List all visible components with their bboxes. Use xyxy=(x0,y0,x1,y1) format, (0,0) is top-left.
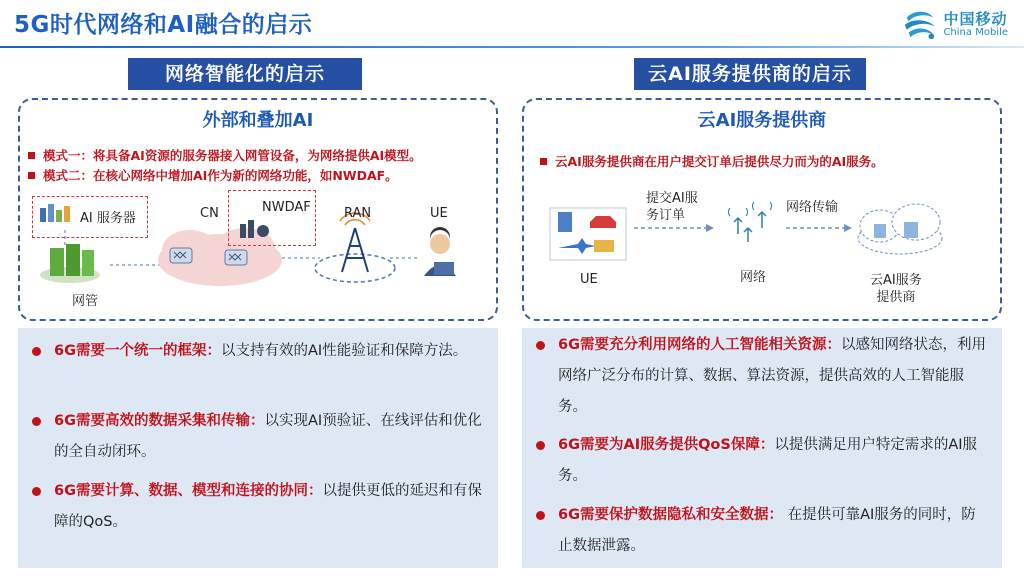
mode-one-text: 模式一：将具备AI资源的服务器接入网管设备，为网络提供AI模型。 xyxy=(43,148,422,163)
nms-server-icon xyxy=(40,244,100,283)
external-overlay-ai-panel xyxy=(18,98,498,321)
bullet-dot-icon xyxy=(536,511,545,520)
bullet-dot-icon xyxy=(32,487,41,496)
bullet-dot-icon xyxy=(536,441,545,450)
ue-label: UE xyxy=(430,206,448,221)
requirement-text: 以提供满足用户特定需求的AI服务。 xyxy=(558,437,978,484)
cloud-mode-text: 云AI服务提供商在用户提交订单后提供尽力而为的AI服务。 xyxy=(555,154,884,169)
china-mobile-logo-icon xyxy=(901,8,939,42)
cloud-provider-icon xyxy=(858,204,942,254)
cloud-service-diagram xyxy=(524,100,1004,323)
ran-label: RAN xyxy=(344,206,372,221)
requirement-item xyxy=(32,476,486,538)
header-divider xyxy=(0,46,1024,48)
requirement-highlight: 6G需要一个统一的框架： xyxy=(54,343,221,359)
submit-order-label: 提交AI服 务订单 xyxy=(646,191,698,223)
ue-label: UE xyxy=(580,272,598,287)
bullet-dot-icon xyxy=(32,417,41,426)
bullet-dot-icon xyxy=(32,347,41,356)
cloud-ai-requirements-panel xyxy=(522,328,1002,568)
requirement-text: 以实现AI预验证、在线评估和优化的全自动闭环。 xyxy=(54,413,482,460)
ue-user-icon xyxy=(424,227,456,276)
requirement-highlight: 6G需要为AI服务提供QoS保障： xyxy=(558,437,775,453)
nwdaf-highlight-box xyxy=(228,190,316,246)
requirement-item xyxy=(536,500,990,562)
transport-label: 网络传输 xyxy=(786,200,839,215)
ai-server-label: AI 服务器 xyxy=(80,211,136,226)
cn-label: CN xyxy=(200,206,219,221)
slide-title: 5G时代网络和AI融合的启示 xyxy=(14,12,313,38)
ran-tower-icon xyxy=(315,213,395,282)
requirement-text: 在提供可靠AI服务的同时，防止数据泄露。 xyxy=(558,507,976,554)
requirement-item xyxy=(32,336,486,367)
ue-devices-icon xyxy=(550,208,626,260)
cloud-provider-label: 云AI服务 提供商 xyxy=(870,273,922,305)
china-mobile-logo xyxy=(901,8,1008,42)
panel-title: 外部和叠加AI xyxy=(202,110,314,131)
logo-text-cn: 中国移动 xyxy=(943,9,1008,28)
requirement-highlight: 6G需要高效的数据采集和传输： xyxy=(54,413,265,429)
mode-two-text: 模式二：在核心网络中增加AI作为新的网络功能，如NWDAF。 xyxy=(43,168,398,183)
nms-label: 网管 xyxy=(72,294,99,309)
logo-text-en: China Mobile xyxy=(943,26,1008,38)
requirement-text: 以支持有效的AI性能验证和保障方法。 xyxy=(221,343,468,359)
requirement-highlight: 6G需要充分利用网络的人工智能相关资源： xyxy=(558,337,841,353)
section-header-cloud-ai: 云AI服务提供商的启示 xyxy=(634,58,866,90)
requirement-item xyxy=(32,406,486,468)
requirement-highlight: 6G需要保护数据隐私和安全数据： xyxy=(558,507,783,523)
network-label: 网络 xyxy=(740,270,767,285)
panel-title: 云AI服务提供商 xyxy=(697,110,827,131)
requirement-text: 以感知网络状态，利用网络广泛分布的计算、数据、算法资源，提供高效的人工智能服务。 xyxy=(558,337,986,415)
requirement-item xyxy=(536,430,990,492)
requirement-highlight: 6G需要计算、数据、模型和连接的协同： xyxy=(54,483,323,499)
network-antenna-icon xyxy=(728,202,771,242)
requirement-text: 以提供更低的延迟和有保障的QoS。 xyxy=(54,483,482,530)
nwdaf-label: NWDAF xyxy=(262,200,311,215)
bullet-dot-icon xyxy=(536,341,545,350)
section-header-network-intelligence: 网络智能化的启示 xyxy=(128,58,362,90)
cloud-ai-provider-panel xyxy=(522,98,1002,321)
requirement-item xyxy=(536,330,990,423)
network-intelligence-requirements-panel xyxy=(18,328,498,568)
